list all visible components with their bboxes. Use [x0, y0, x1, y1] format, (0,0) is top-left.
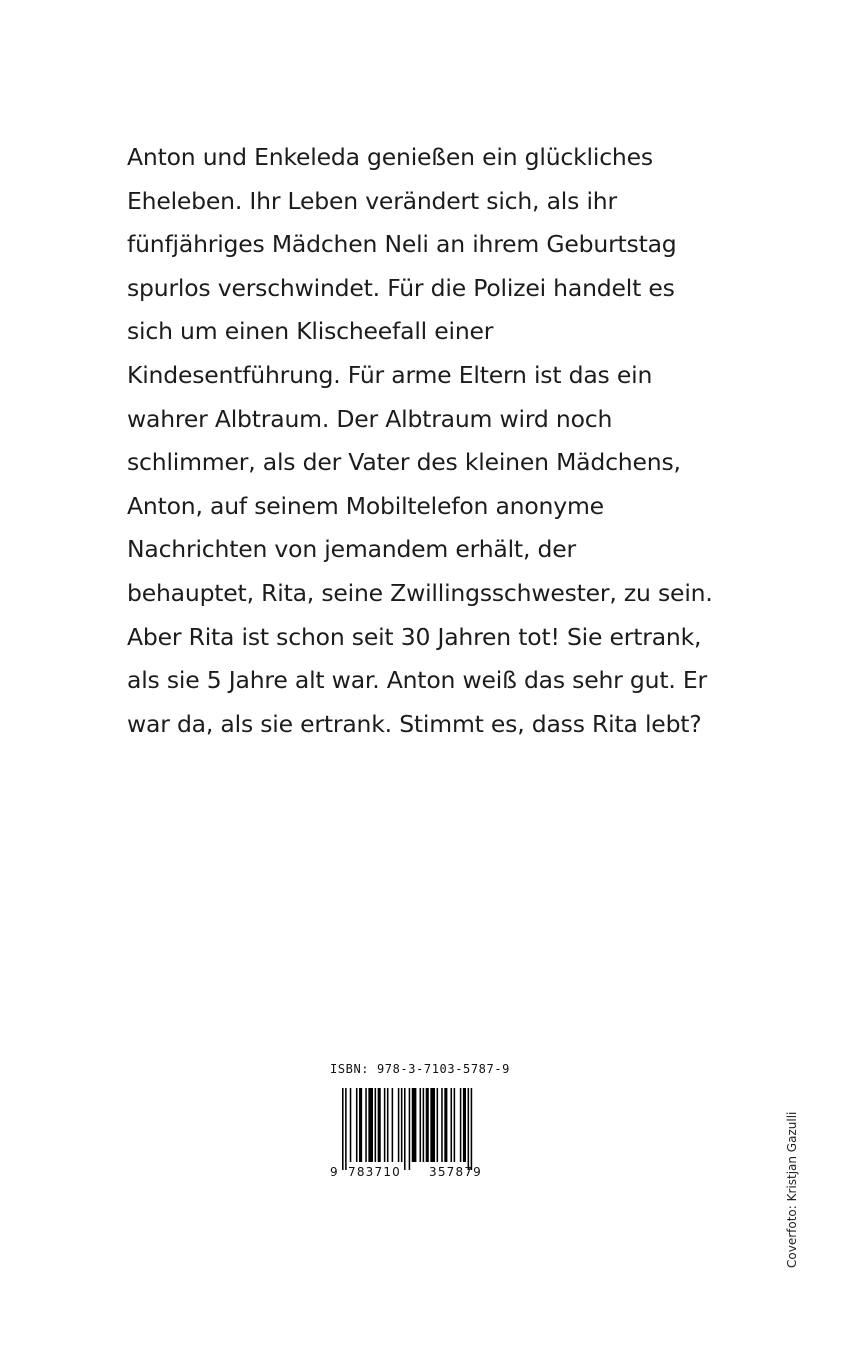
isbn-barcode	[330, 1088, 530, 1178]
barcode-bar	[463, 1088, 466, 1162]
back-cover-blurb	[127, 136, 767, 746]
barcode-bar	[420, 1088, 422, 1162]
barcode-bar	[365, 1088, 367, 1162]
barcode-bar	[398, 1088, 400, 1162]
barcode-bar	[345, 1088, 347, 1170]
barcode-bar	[441, 1088, 443, 1162]
barcode-digit-first: 9	[330, 1165, 338, 1178]
barcode-bar	[454, 1088, 456, 1162]
blurb-line: wahrer Albtraum. Der Albtraum wird noch	[127, 404, 613, 433]
blurb-line: Nachrichten von jemandem erhält, der	[127, 535, 576, 564]
barcode-bar	[426, 1088, 429, 1162]
barcode-bar	[368, 1088, 373, 1162]
blurb-line: Anton, auf seinem Mobiltelefon anonyme	[127, 491, 604, 520]
blurb-line: sich um einen Klischeefall einer	[127, 317, 494, 346]
blurb-line: Anton und Enkeleda genießen ein glückliches	[127, 143, 653, 171]
barcode-bar	[451, 1088, 453, 1162]
blurb-line: als sie 5 Jahre alt war. Anton weiß das sehr gut. Er	[127, 666, 707, 695]
isbn-label: ISBN: 978-3-7103-5787-9	[330, 1062, 510, 1076]
barcode-bar	[359, 1088, 362, 1162]
barcode-bar	[437, 1088, 439, 1162]
barcode-bar	[342, 1088, 344, 1170]
barcode-bars	[342, 1088, 472, 1170]
barcode-bar	[378, 1088, 381, 1162]
isbn-block	[330, 1062, 530, 1182]
blurb-line: spurlos verschwindet. Für die Polizei handelt es	[127, 273, 675, 302]
barcode-digits-left: 783710	[348, 1165, 402, 1178]
blurb-line: behauptet, Rita, seine Zwillingsschwester, zu sein.	[127, 578, 713, 607]
blurb-line: war da, als sie ertrank. Stimmt es, dass Rita lebt?	[127, 709, 702, 738]
barcode-bar	[375, 1088, 377, 1162]
barcode-bar	[404, 1088, 406, 1170]
barcode-digits-right: 357879	[429, 1165, 483, 1178]
barcode-bar	[430, 1088, 435, 1162]
barcode-bar	[384, 1088, 386, 1162]
barcode-bar	[468, 1088, 470, 1170]
barcode-bar	[423, 1088, 425, 1162]
blurb-line: Kindesentführung. Für arme Eltern ist das ein	[127, 360, 653, 389]
barcode-bar	[387, 1088, 389, 1162]
barcode-bar	[350, 1088, 352, 1162]
blurb-line: schlimmer, als der Vater des kleinen Mädchens,	[127, 448, 681, 477]
barcode-bar	[392, 1088, 394, 1162]
cover-photo-credit: Coverfoto: Kristjan Gazulli	[785, 1111, 799, 1268]
barcode-bar	[401, 1088, 403, 1162]
blurb-line: fünfjähriges Mädchen Neli an ihrem Geburtstag	[127, 230, 677, 259]
blurb-line: Aber Rita ist schon seit 30 Jahren tot! Sie ertrank,	[127, 622, 702, 651]
barcode-bar	[356, 1088, 358, 1162]
barcode-bar	[471, 1088, 473, 1170]
barcode-bar	[412, 1088, 417, 1162]
barcode-bar	[460, 1088, 462, 1162]
barcode-bar	[409, 1088, 411, 1170]
blurb-line: Eheleben. Ihr Leben verändert sich, als ihr	[127, 186, 617, 215]
barcode-bar	[444, 1088, 447, 1162]
